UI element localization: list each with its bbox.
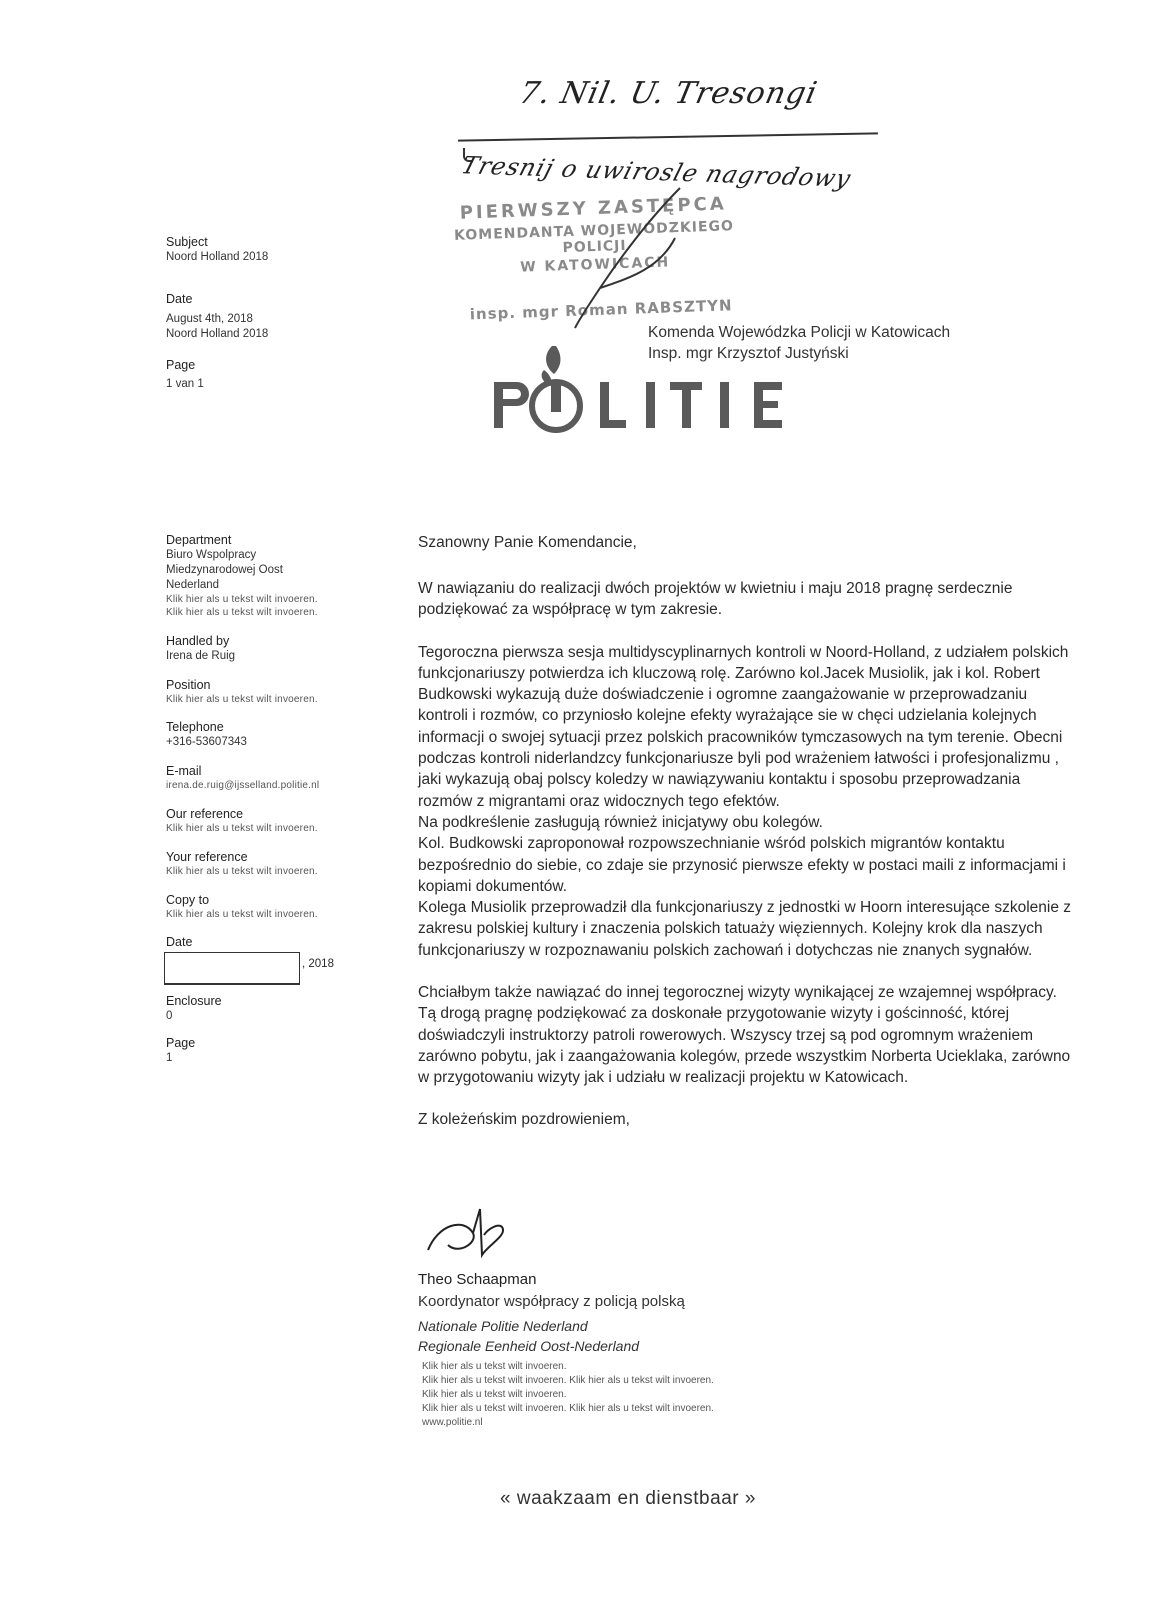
paragraph-musiolik: Kolega Musiolik przeprowadził dla funkcjonariuszy z jednostki w Hoorn interesujące szkolenie z zakresu polskiej kultury i znaczenia polskich tatuaży więziennych. Kolejny krok dla naszych funkcjonariuszy w rozpoznawaniu polskich zachowań i dotychczas nie znanych sygnałów. <box>418 899 1072 959</box>
addressee-line-1: Komenda Wojewódzka Policji w Katowicach <box>648 324 951 341</box>
handwritten-instruction: Tresnij o uwirosle nagrodowy <box>458 151 855 193</box>
placeholder-text: Klik hier als u tekst wilt invoeren. <box>166 694 318 705</box>
placeholder-text: Klik hier als u tekst wilt invoeren. <box>166 607 318 618</box>
placeholder-text: Klik hier als u tekst wilt invoeren. <box>166 594 318 605</box>
stamp-line-4: insp. mgr Roman RABSZTYN <box>469 296 733 324</box>
enclosure-value: 0 <box>166 1010 173 1022</box>
our-reference-label: Our reference <box>166 807 244 821</box>
paragraph-intro: W nawiązaniu do realizacji dwóch projektów w kwietniu i maju 2018 pragnę serdecznie podziękować za współpracę w tym zakresie. <box>418 580 1013 619</box>
email-label: E-mail <box>166 764 202 778</box>
position-label: Position <box>166 678 211 692</box>
date-label: Date <box>166 292 193 306</box>
copy-to-block <box>166 893 366 921</box>
letter-body <box>418 578 1078 1130</box>
placeholder-text: Klik hier als u tekst wilt invoeren. <box>422 1375 567 1386</box>
telephone-block <box>166 720 366 750</box>
placeholder-row <box>422 1374 714 1388</box>
date-value-2: Noord Holland 2018 <box>166 328 269 340</box>
telephone-label: Telephone <box>166 720 224 734</box>
signature-scribble <box>418 1205 518 1265</box>
your-reference-block <box>166 850 366 878</box>
department-line-1: Biuro Wspolpracy <box>166 549 257 561</box>
placeholder-text: Klik hier als u tekst wilt invoeren. <box>569 1375 714 1386</box>
signatory-role: Koordynator współpracy z policją polską <box>418 1293 685 1310</box>
placeholder-text: Klik hier als u tekst wilt invoeren. <box>166 909 318 920</box>
paragraph-visit: Chciałbym także nawiązać do innej tegorocznej wizyty wynikającej ze wzajemnej współpracy. Tą drogą pragnę podziękować za doskonałe przygotowanie wizyty i gościnność, której doświadczyli instruktorzy patroli rowerowych. Wszyscy trzej są pod ogromnym wrażeniem zarówno pobytu, jak i zaangażowania kolegów, przede wszystkim Norberta Ucieklaka, zarówno w przygotowaniu wizyty jak i udziału w realizacji projektu w Katowicach. <box>418 984 1071 1087</box>
signature-scribble-stamp <box>560 178 700 338</box>
page-label: Page <box>166 358 196 372</box>
enclosure-label: Enclosure <box>166 994 222 1008</box>
placeholder-text: Klik hier als u tekst wilt invoeren. <box>422 1403 567 1414</box>
closing: Z koleżeńskim pozdrowieniem, <box>418 1110 630 1128</box>
subject-label: Subject <box>166 235 208 249</box>
organisation-line-2: Regionale Eenheid Oost-Nederland <box>418 1338 640 1354</box>
placeholder-text: Klik hier als u tekst wilt invoeren. <box>422 1389 567 1400</box>
your-reference-label: Your reference <box>166 850 248 864</box>
tagline: « waakzaam en dienstbaar » <box>500 1488 756 1509</box>
stamp-line-1: PIERWSZY ZASTĘPCA <box>459 193 728 224</box>
page-label-detail: Page <box>166 1036 196 1050</box>
paragraph-main: Tegoroczna pierwsza sesja multidyscyplinarnych kontroli w Noord-Holland, z udziałem polskich funkcjonariuszy potwierdza ich kluczową rolę. Zarówno kol.Jacek Musiolik, jak i kol. Robert Budkowski wykazują duże doświadczenie i ogromne zaangażowanie w przeprowadzaniu kontroli i rozmów, co przyniosło kolejne efekty wyrażające sie w chęci udzielania kolejnych informacji o swojej sytuacji przez polskich pracowników tymczasowych na tym terenie. Obecni podczas kontroli niderlandzcy funkcjonariusze byli pod wrażeniem łatwości i profesjonalizmu , jaki wykazują obaj polscy koledzy w nawiązywaniu kontaktu i sposobu przeprowadzania rozmów z migrantami oraz widocznych tego efektów. <box>418 643 1069 810</box>
copy-to-label: Copy to <box>166 893 210 907</box>
stamp-line-3: W KATOWICACH <box>519 254 671 276</box>
subject-value: Noord Holland 2018 <box>166 251 269 263</box>
page-value-detail: 1 <box>166 1052 173 1064</box>
department-line-2: Miedzynarodowej Oost <box>166 564 283 576</box>
signatory-organisation <box>418 1316 639 1356</box>
footer-block <box>422 1360 714 1430</box>
handled-by-label: Handled by <box>166 634 230 648</box>
handled-by-value: Irena de Ruig <box>166 650 236 662</box>
handwritten-underline <box>458 132 878 141</box>
department-label: Department <box>166 533 232 547</box>
placeholder-text: Klik hier als u tekst wilt invoeren. <box>166 823 318 834</box>
placeholder-text: Klik hier als u tekst wilt invoeren. <box>569 1403 714 1414</box>
salutation: Szanowny Panie Komendancie, <box>418 534 637 551</box>
page-block <box>166 1036 366 1066</box>
handled-by-block <box>166 634 366 664</box>
date-block <box>166 292 366 342</box>
organisation-line-1: Nationale Politie Nederland <box>418 1318 588 1334</box>
date-value: August 4th, 2018 <box>166 313 253 325</box>
placeholder-row <box>422 1402 714 1416</box>
paragraph-budkowski: Kol. Budkowski zaproponował rozpowszechnianie wśród polskich migrantów kontaktu bezpośrednio do siebie, co zdaje sie przynosić pierwsze efekty w postaci maili z informacjami i kopiami dokumentów. <box>418 835 1066 895</box>
enclosure-block <box>166 994 366 1024</box>
subject-block <box>166 235 366 265</box>
signatory-name: Theo Schaapman <box>418 1271 537 1288</box>
addressee-line-2: Insp. mgr Krzysztof Justyński <box>648 345 849 362</box>
department-block <box>166 533 366 619</box>
date-year: , 2018 <box>302 958 334 970</box>
handwritten-note-top: 7. Nil. U. Tresongi <box>516 76 821 111</box>
stamp-line-2: KOMENDANTA WOJEWÓDZKIEGO POLICJI <box>453 218 735 257</box>
placeholder-text: Klik hier als u tekst wilt invoeren. <box>166 866 318 877</box>
position-block <box>166 678 366 706</box>
politie-logo <box>494 340 794 445</box>
placeholder-text: Klik hier als u tekst wilt invoeren. <box>422 1361 567 1372</box>
email-value: irena.de.ruig@ijsselland.politie.nl <box>166 780 320 791</box>
our-reference-block <box>166 807 366 835</box>
date-field-label <box>166 935 366 950</box>
date-field-label-text: Date <box>166 935 193 949</box>
paragraph-initiatives: Na podkreślenie zasługują również inicjatywy obu kolegów. <box>418 813 823 831</box>
department-line-3: Nederland <box>166 579 220 591</box>
date-input-field[interactable] <box>164 952 300 985</box>
page-value: 1 van 1 <box>166 378 204 390</box>
page-block-header <box>166 358 366 392</box>
email-block <box>166 764 366 792</box>
website-link[interactable]: www.politie.nl <box>422 1417 483 1428</box>
telephone-value: +316-53607343 <box>166 736 247 748</box>
